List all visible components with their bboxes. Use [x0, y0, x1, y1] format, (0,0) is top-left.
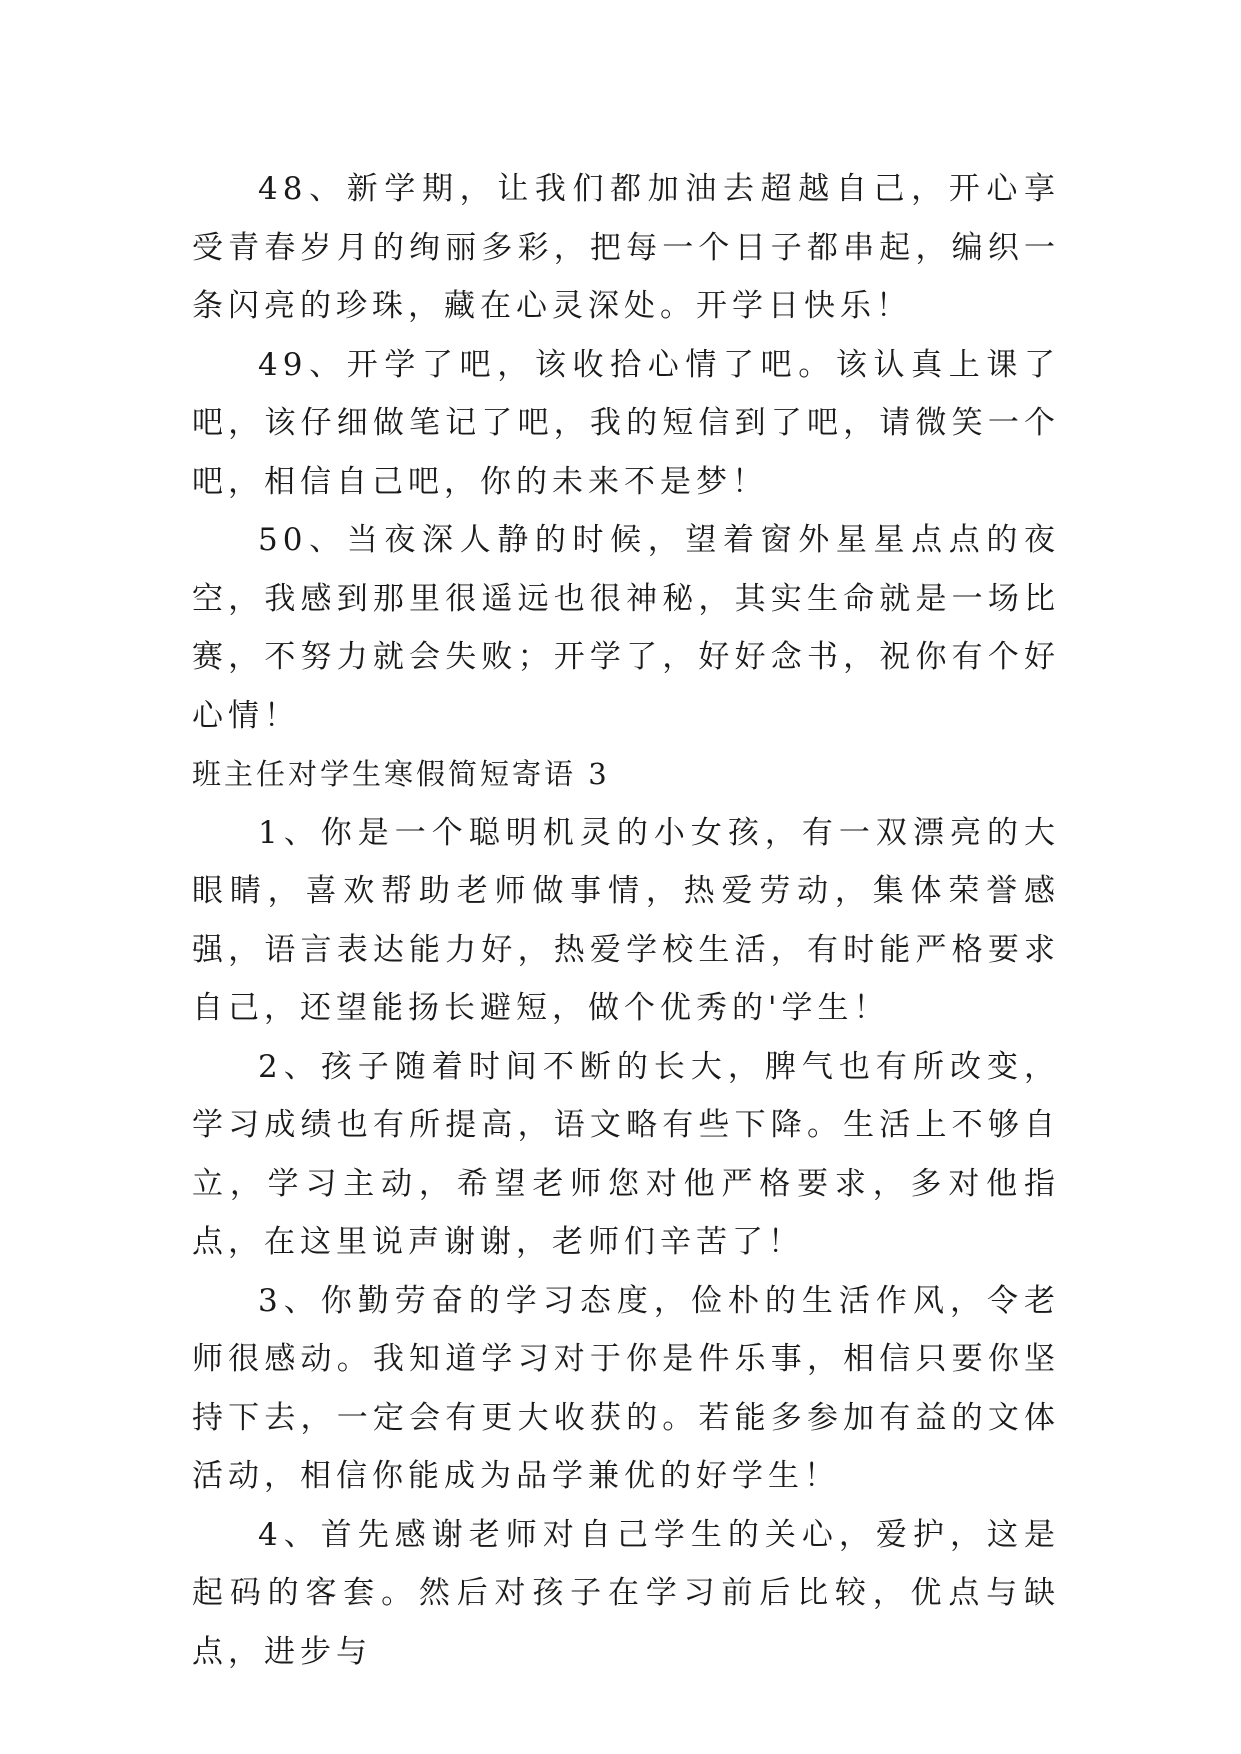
paragraph-1: 1、你是一个聪明机灵的小女孩，有一双漂亮的大眼睛，喜欢帮助老师做事情，热爱劳动，集体荣誉感强，语言表达能力好，热爱学校生活，有时能严格要求自己，还望能扬长避短，做个优秀的'学生！ — [192, 814, 1060, 1026]
paragraph-50: 50、当夜深人静的时候，望着窗外星星点点的夜空，我感到那里很遥远也很神秘，其实生命就是一场比赛，不努力就会失败；开学了，好好念书，祝你有个好心情！ — [192, 522, 1060, 734]
paragraph-48: 48、新学期，让我们都加油去超越自己，开心享受青春岁月的绚丽多彩，把每一个日子都串起，编织一条闪亮的珍珠，藏在心灵深处。开学日快乐！ — [192, 171, 1060, 324]
paragraph-49: 49、开学了吧，该收拾心情了吧。该认真上课了吧，该仔细做笔记了吧，我的短信到了吧，请微笑一个吧，相信自己吧，你的未来不是梦！ — [192, 346, 1060, 500]
paragraph-3: 3、你勤劳奋的学习态度，俭朴的生活作风，令老师很感动。我知道学习对于你是件乐事，相信只要你坚持下去，一定会有更大收获的。若能多参加有益的文体活动，相信你能成为品学兼优的好学生！ — [192, 1282, 1060, 1494]
paragraph-4: 4、首先感谢老师对自己学生的关心，爱护，这是起码的客套。然后对孩子在学习前后比较，优点与缺点，进步与 — [192, 1516, 1060, 1670]
document-body — [192, 160, 1060, 1681]
section-heading: 班主任对学生寒假简短寄语 3 — [192, 757, 610, 791]
paragraph-2: 2、孩子随着时间不断的长大，脾气也有所改变，学习成绩也有所提高，语文略有些下降。生活上不够自立，学习主动，希望老师您对他严格要求，多对他指点，在这里说声谢谢，老师们辛苦了！ — [192, 1048, 1060, 1260]
